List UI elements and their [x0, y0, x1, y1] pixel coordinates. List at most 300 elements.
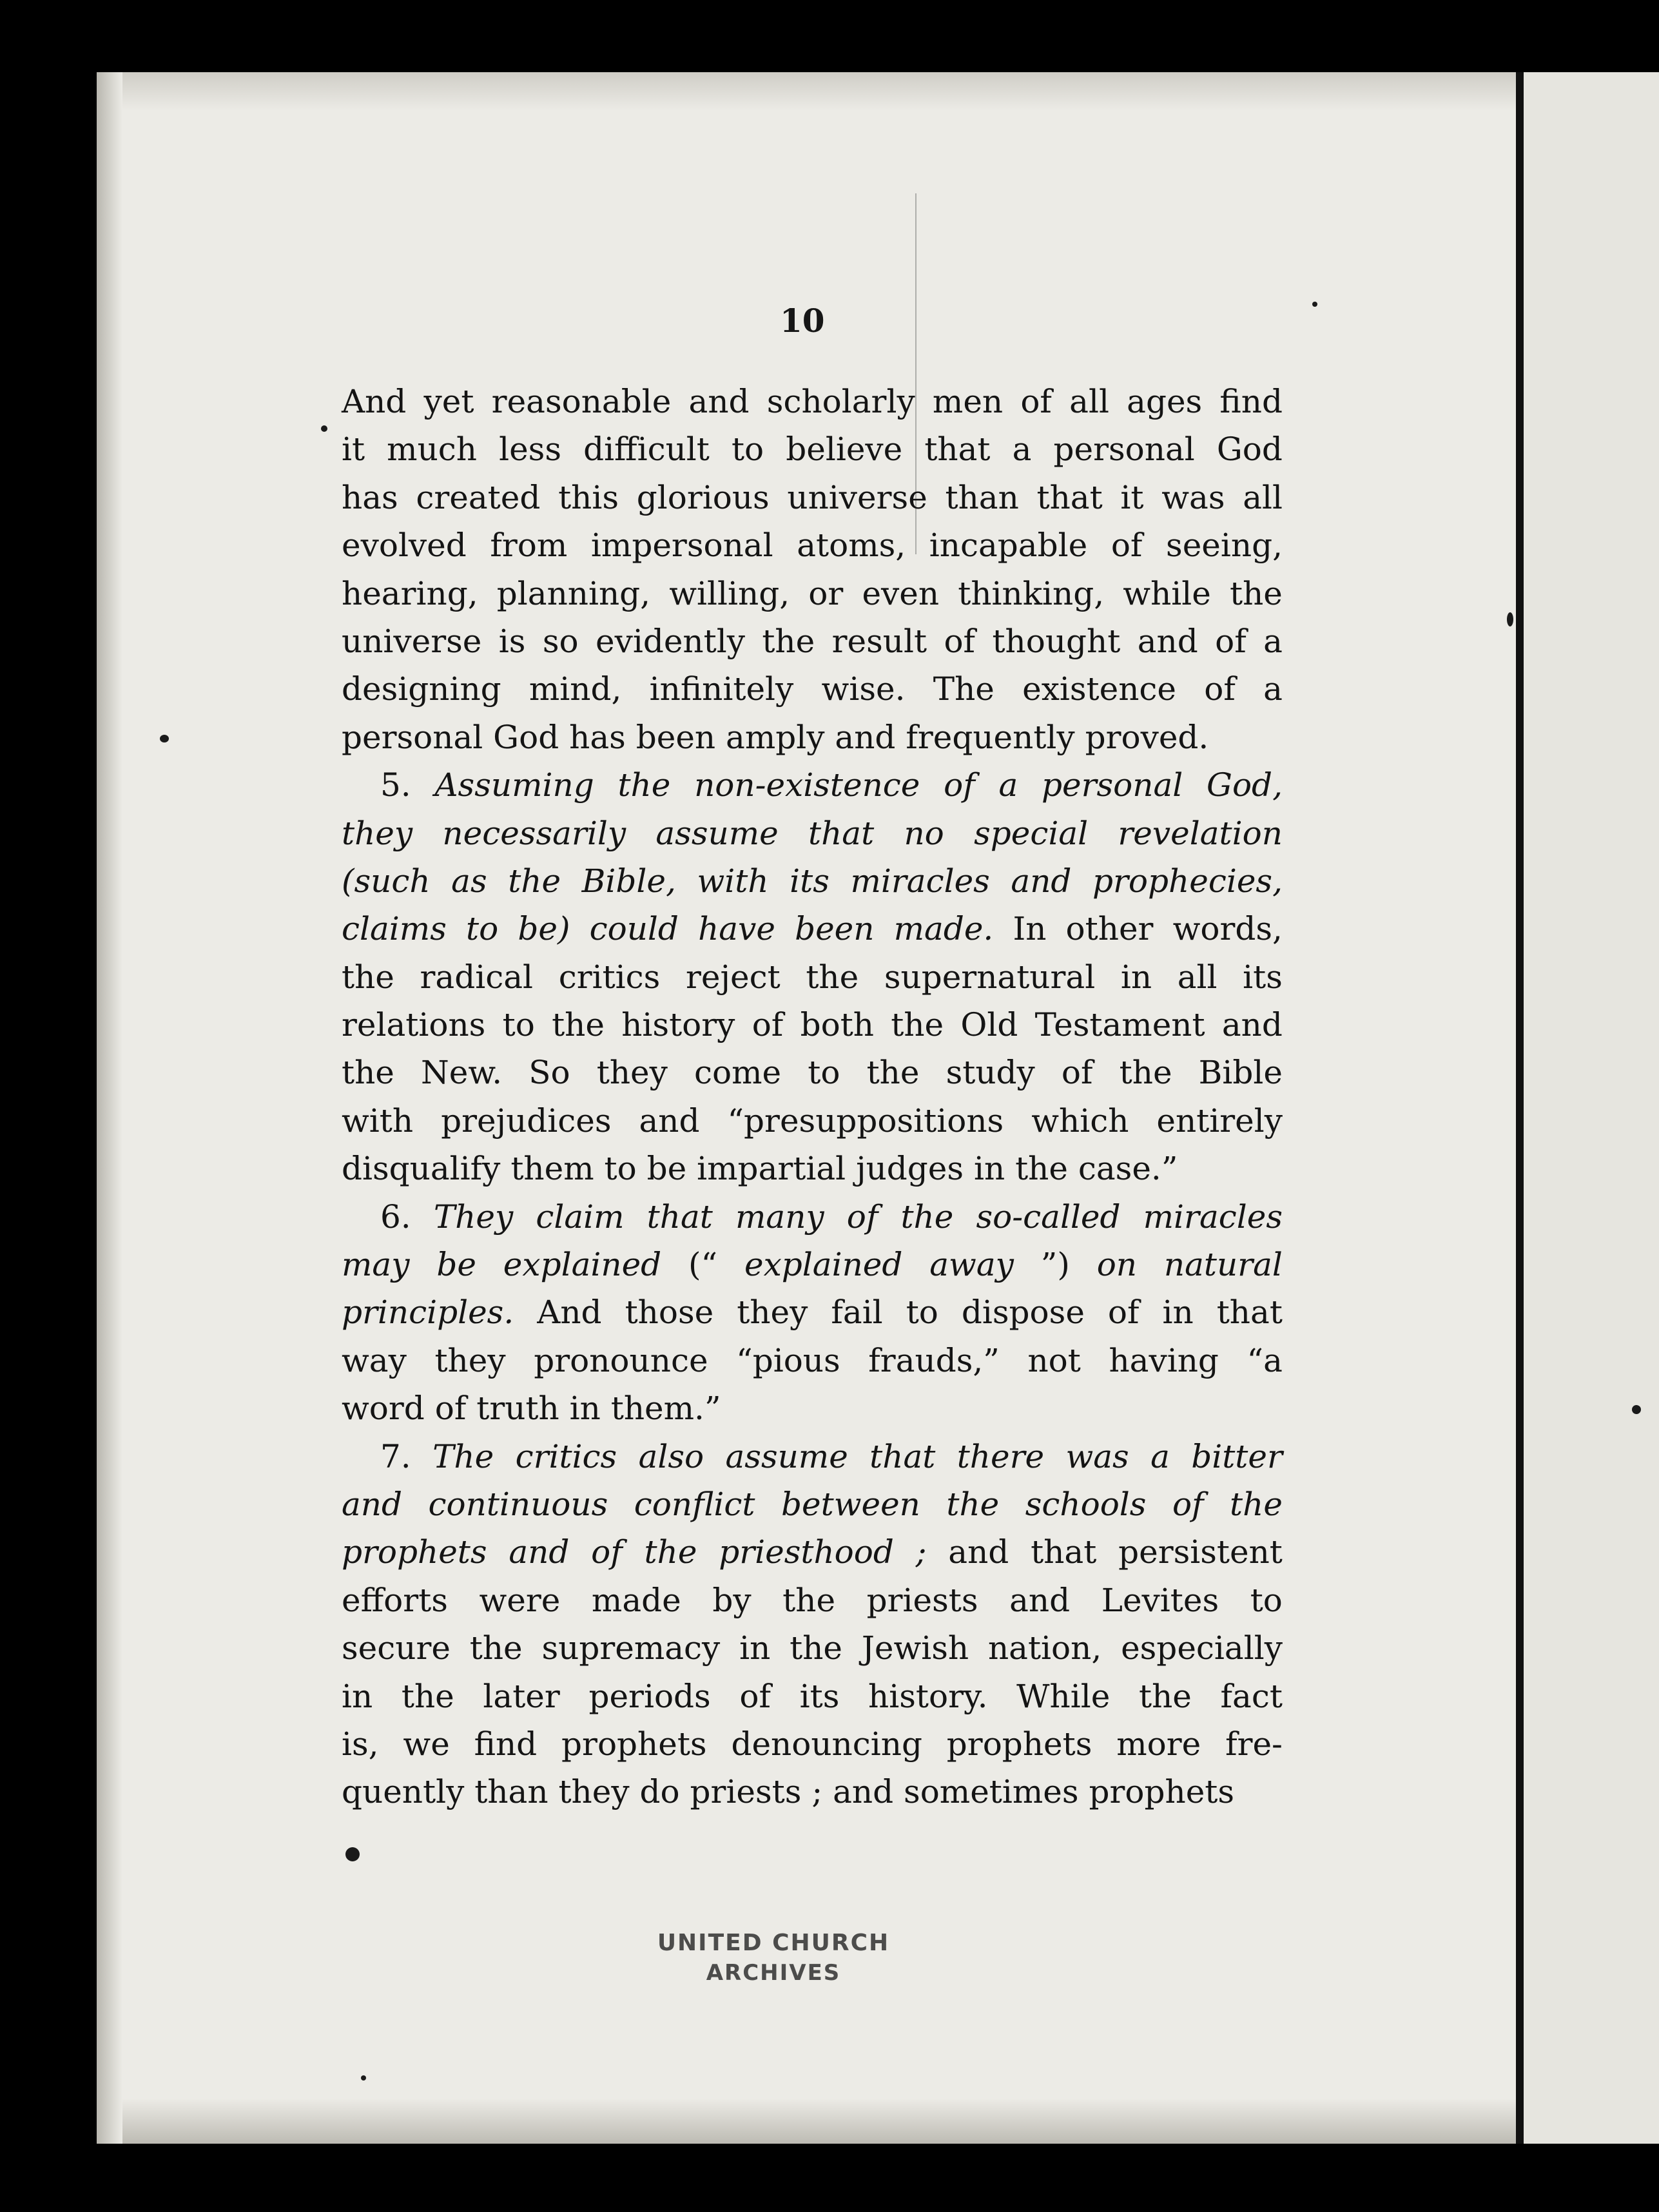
word: have [698, 910, 775, 948]
word: of [846, 1198, 878, 1236]
word: hearing, [342, 574, 478, 612]
word: the [806, 958, 859, 996]
word: study [946, 1054, 1035, 1092]
word: to [502, 1006, 535, 1044]
text-line [342, 810, 1283, 857]
word: even [862, 574, 940, 612]
body-text [342, 378, 1283, 1816]
page-shadow-bottom [97, 2099, 1521, 2144]
word: result [831, 622, 927, 660]
word: the [1119, 1054, 1172, 1092]
text-line [342, 1097, 1283, 1145]
word: God, [1207, 766, 1283, 804]
word: ”) [1040, 1246, 1070, 1284]
space [630, 1768, 640, 1816]
word: universe [342, 622, 482, 660]
word: disqualify [342, 1150, 501, 1188]
word: in [1120, 958, 1152, 996]
word: “presuppositions [727, 1101, 1004, 1140]
space [466, 1384, 476, 1432]
word: the [1015, 1150, 1068, 1188]
word: and [833, 1773, 894, 1811]
word: could [589, 910, 679, 948]
word: in [342, 1677, 373, 1715]
word: has [342, 478, 398, 516]
word: a [1263, 622, 1283, 660]
ink-speck [321, 425, 327, 432]
paragraph-p1 [342, 378, 1283, 761]
text-line [342, 617, 1283, 665]
word: later [483, 1677, 560, 1715]
space [964, 1145, 974, 1192]
word: pronounce [534, 1341, 708, 1379]
word: continuous [428, 1485, 608, 1523]
space [893, 1768, 904, 1816]
word: And [342, 383, 407, 420]
word: Bible, [581, 862, 676, 900]
ink-speck [361, 2075, 366, 2081]
word: impartial [697, 1150, 846, 1188]
word: frequently [906, 718, 1075, 756]
word: with [342, 1101, 414, 1140]
word: do [639, 1773, 680, 1811]
word: necessarily [442, 814, 626, 852]
word: and [639, 1101, 700, 1140]
space [1005, 1145, 1015, 1192]
word: the [891, 1006, 944, 1044]
word: While [1016, 1677, 1111, 1715]
word: so-called [976, 1198, 1121, 1236]
word: the [1230, 574, 1283, 612]
word: the [469, 1629, 523, 1667]
text-line [342, 713, 1283, 761]
word: and [835, 718, 896, 756]
word: claims [342, 910, 447, 948]
word: was [1065, 1437, 1129, 1475]
word: that [924, 431, 991, 469]
word: scholarly [766, 383, 915, 420]
word: Bible [1198, 1054, 1283, 1092]
word: reasonable [491, 383, 672, 420]
word: a [998, 766, 1018, 804]
word: been [795, 910, 875, 948]
text-line [342, 1768, 1283, 1816]
word: in [973, 1150, 1005, 1188]
word: denouncing [731, 1725, 922, 1763]
word: evolved [342, 527, 467, 565]
word: of [1215, 622, 1247, 660]
text-line [342, 1624, 1283, 1672]
word: both [800, 1006, 874, 1044]
word: or [808, 574, 844, 612]
word: natural [1163, 1246, 1283, 1284]
word: they [596, 1054, 668, 1092]
word: priesthood [719, 1533, 894, 1571]
word: and [509, 1533, 570, 1571]
word: atoms, [797, 527, 906, 565]
word: supremacy [541, 1629, 721, 1667]
paragraph-p7 [342, 1433, 1283, 1816]
word: on [1096, 1246, 1138, 1284]
text-line [342, 905, 1283, 953]
stamp-line-1: UNITED CHURCH [657, 1930, 890, 1956]
word: claim [536, 1198, 625, 1236]
word: many [735, 1198, 824, 1236]
word: way [342, 1341, 407, 1379]
word: of [739, 1677, 771, 1715]
word: incapable [929, 527, 1088, 565]
word: they [342, 814, 413, 852]
word: and [1221, 1006, 1283, 1044]
space [801, 1768, 811, 1816]
text-line [342, 1337, 1283, 1384]
word: prophecies, [1092, 862, 1283, 900]
word: be) [518, 910, 570, 948]
word: universe [787, 478, 927, 516]
text-line [342, 1049, 1283, 1096]
word: assume [655, 814, 779, 852]
word: personal [1042, 766, 1183, 804]
text-line [342, 1433, 1283, 1480]
word: away [929, 1246, 1014, 1284]
word: “a [1247, 1341, 1283, 1379]
word: mind, [529, 670, 622, 708]
word: that [808, 814, 875, 852]
word: “pious [736, 1341, 840, 1379]
text-line [342, 378, 1283, 425]
text-line [342, 953, 1283, 1001]
space [559, 1384, 570, 1432]
word: thought [992, 622, 1121, 660]
word: the [900, 1198, 954, 1236]
word: find [474, 1725, 538, 1763]
word: in [739, 1629, 771, 1667]
word: of [1061, 1054, 1093, 1092]
word: sometimes [904, 1773, 1079, 1811]
word: more [1116, 1725, 1201, 1763]
page-number: 10 [780, 302, 825, 340]
word: find [1219, 383, 1283, 420]
word: to [731, 431, 764, 469]
space [464, 1768, 474, 1816]
page-shadow-left [97, 72, 122, 2144]
word: reject [685, 958, 781, 996]
word: seeing, [1166, 527, 1283, 565]
word: to [604, 1150, 637, 1188]
word: In [1013, 910, 1047, 948]
word: than [945, 478, 1019, 516]
word: judges [856, 1150, 964, 1188]
word: revelation [1118, 814, 1283, 852]
word: God [1216, 431, 1283, 469]
word: of [1204, 670, 1236, 708]
word: of [591, 1533, 623, 1571]
word: by [712, 1581, 752, 1619]
word: ; [811, 1773, 823, 1811]
space [500, 1145, 510, 1192]
text-line [342, 1528, 1283, 1576]
word: of [1020, 383, 1052, 420]
word: The [933, 670, 994, 708]
word: the [782, 1581, 836, 1619]
word: all [1243, 478, 1283, 516]
word: special [974, 814, 1089, 852]
word: explained [744, 1246, 903, 1284]
word: a [1263, 670, 1283, 708]
word: the [790, 1629, 843, 1667]
word: fact [1220, 1677, 1283, 1715]
text-line [342, 1720, 1283, 1768]
word: made [591, 1581, 681, 1619]
word: designing [342, 670, 501, 708]
word: fail [831, 1294, 883, 1332]
word: all [1069, 383, 1109, 420]
word: personal [1053, 431, 1195, 469]
word: non-existence [694, 766, 920, 804]
word: its [1243, 958, 1283, 996]
word: periods [588, 1677, 711, 1715]
word: New. [421, 1054, 503, 1092]
word: Old [960, 1006, 1018, 1044]
word: quently [342, 1773, 465, 1811]
word: They [433, 1198, 514, 1236]
word: that [646, 1198, 713, 1236]
word: believe [786, 431, 903, 469]
word: it [1120, 478, 1144, 516]
space [1075, 713, 1085, 761]
word: glorious [636, 478, 770, 516]
text-line [342, 474, 1283, 521]
word: them.” [610, 1390, 721, 1428]
paragraph-p6 [342, 1193, 1283, 1433]
word: it [342, 431, 365, 469]
word: that [1216, 1294, 1283, 1332]
word: difficult [583, 431, 710, 469]
word: be [646, 1150, 687, 1188]
space [721, 1384, 732, 1432]
word: as [451, 862, 487, 900]
word: the [1230, 1485, 1283, 1523]
word: of [752, 1006, 784, 1044]
word: ages [1127, 383, 1203, 420]
word: other [1065, 910, 1154, 948]
word: its [799, 1677, 840, 1715]
word: entirely [1156, 1101, 1283, 1140]
space [680, 1768, 690, 1816]
word: persistent [1118, 1533, 1283, 1571]
word: critics [515, 1437, 617, 1475]
space [686, 1145, 697, 1192]
word: them [510, 1150, 594, 1188]
word: explained [503, 1246, 662, 1284]
word: yet [423, 383, 474, 420]
word: to [1250, 1581, 1283, 1619]
ink-speck [1312, 302, 1317, 307]
word: so [542, 622, 579, 660]
word: having [1109, 1341, 1219, 1379]
space [846, 1145, 856, 1192]
word: the [342, 1054, 394, 1092]
word: bitter [1191, 1437, 1283, 1475]
word: to [808, 1054, 840, 1092]
space [559, 713, 569, 761]
word: words, [1172, 910, 1283, 948]
word: than [474, 1773, 548, 1811]
word: So [529, 1054, 570, 1092]
word: a [1012, 431, 1032, 469]
word: nation, [987, 1629, 1102, 1667]
stamp-line-2: ARCHIVES [706, 1960, 841, 1986]
text-line [342, 665, 1283, 713]
word: of [944, 622, 976, 660]
word: the [866, 1054, 920, 1092]
word: dispose [961, 1294, 1085, 1332]
space [715, 713, 726, 761]
text-line [342, 1001, 1283, 1049]
space [1208, 713, 1219, 761]
word: they [558, 1773, 630, 1811]
space [1079, 1768, 1089, 1816]
word: and [688, 383, 750, 420]
word: truth [476, 1390, 559, 1428]
adjacent-page-edge [1524, 72, 1659, 2144]
word: while [1123, 574, 1211, 612]
word: no [904, 814, 944, 852]
text-line [342, 761, 1283, 809]
word: the [1138, 1677, 1192, 1715]
word: prophets [1089, 1773, 1235, 1811]
word: with [697, 862, 769, 900]
word: from [490, 527, 568, 565]
word: evidently [595, 622, 745, 660]
word: and [1009, 1581, 1071, 1619]
word: to [906, 1294, 938, 1332]
word: impersonal [590, 527, 773, 565]
word: priests [690, 1773, 802, 1811]
word: men [932, 383, 1004, 420]
word: relations [342, 1006, 486, 1044]
word: prejudices [441, 1101, 612, 1140]
word: we [403, 1725, 450, 1763]
word: thinking, [958, 574, 1105, 612]
word: The [432, 1437, 494, 1475]
word: fre- [1225, 1725, 1283, 1763]
space [483, 713, 493, 761]
space [637, 1145, 647, 1192]
word: and [342, 1485, 403, 1523]
text-line [342, 570, 1283, 617]
word: the [762, 622, 815, 660]
word: efforts [342, 1581, 448, 1619]
space [601, 1384, 611, 1432]
word: schools [1025, 1485, 1147, 1523]
text-line [342, 1673, 1283, 1720]
word: may [342, 1246, 410, 1284]
word: less [499, 431, 561, 469]
word: case.” [1078, 1150, 1178, 1188]
word: and [1011, 862, 1072, 900]
word: history. [868, 1677, 988, 1715]
text-line [342, 857, 1283, 905]
word: miracles [850, 862, 990, 900]
space [822, 1768, 833, 1816]
word: 7. [380, 1437, 411, 1475]
word: the [644, 1533, 697, 1571]
word: history [621, 1006, 735, 1044]
ink-speck [1632, 1405, 1641, 1414]
text-line [342, 425, 1283, 473]
word: especially [1121, 1629, 1283, 1667]
space [594, 1145, 605, 1192]
word: radical [420, 958, 534, 996]
word: conflict [634, 1485, 755, 1523]
word: the [401, 1677, 454, 1715]
word: of [1107, 1294, 1140, 1332]
word: they [434, 1341, 506, 1379]
word: been [635, 718, 716, 756]
word: existence [1022, 670, 1177, 708]
paragraph-p5 [342, 761, 1283, 1193]
word: a [1150, 1437, 1170, 1475]
word: between [781, 1485, 920, 1523]
word: proved. [1085, 718, 1209, 756]
word: were [479, 1581, 561, 1619]
word: be [436, 1246, 476, 1284]
ink-speck [160, 735, 169, 742]
word: and [948, 1533, 1009, 1571]
text-line [342, 1480, 1283, 1528]
word: created [416, 478, 541, 516]
word: miracles [1143, 1198, 1283, 1236]
word: secure [342, 1629, 451, 1667]
word: there [956, 1437, 1045, 1475]
word: supernatural [884, 958, 1096, 996]
word: has [569, 718, 626, 756]
word: was [1161, 478, 1225, 516]
text-line [342, 1193, 1283, 1241]
word: prophets [946, 1725, 1092, 1763]
page-shadow-top [97, 72, 1521, 111]
space [1068, 1145, 1078, 1192]
text-line [342, 1577, 1283, 1624]
word: which [1031, 1101, 1129, 1140]
word: Levites [1101, 1581, 1219, 1619]
word: that [1036, 478, 1103, 516]
word: of [434, 1390, 467, 1428]
space [895, 713, 906, 761]
word: word [342, 1390, 425, 1428]
space [425, 1384, 435, 1432]
word: that [1031, 1533, 1097, 1571]
word: this [558, 478, 619, 516]
word: critics [558, 958, 661, 996]
word: planning, [496, 574, 651, 612]
word: 6. [380, 1198, 411, 1236]
word: all [1177, 958, 1218, 996]
word: prophets [561, 1725, 707, 1763]
word: Assuming [434, 766, 594, 804]
word: and [1137, 622, 1198, 660]
word: made. [893, 910, 994, 948]
word: of [1111, 527, 1143, 565]
word: its [790, 862, 830, 900]
word: the [508, 862, 561, 900]
word: the [552, 1006, 605, 1044]
text-line [342, 1288, 1283, 1336]
word: principles. [342, 1294, 514, 1332]
text-line [342, 521, 1283, 569]
text-line [342, 1384, 1283, 1432]
